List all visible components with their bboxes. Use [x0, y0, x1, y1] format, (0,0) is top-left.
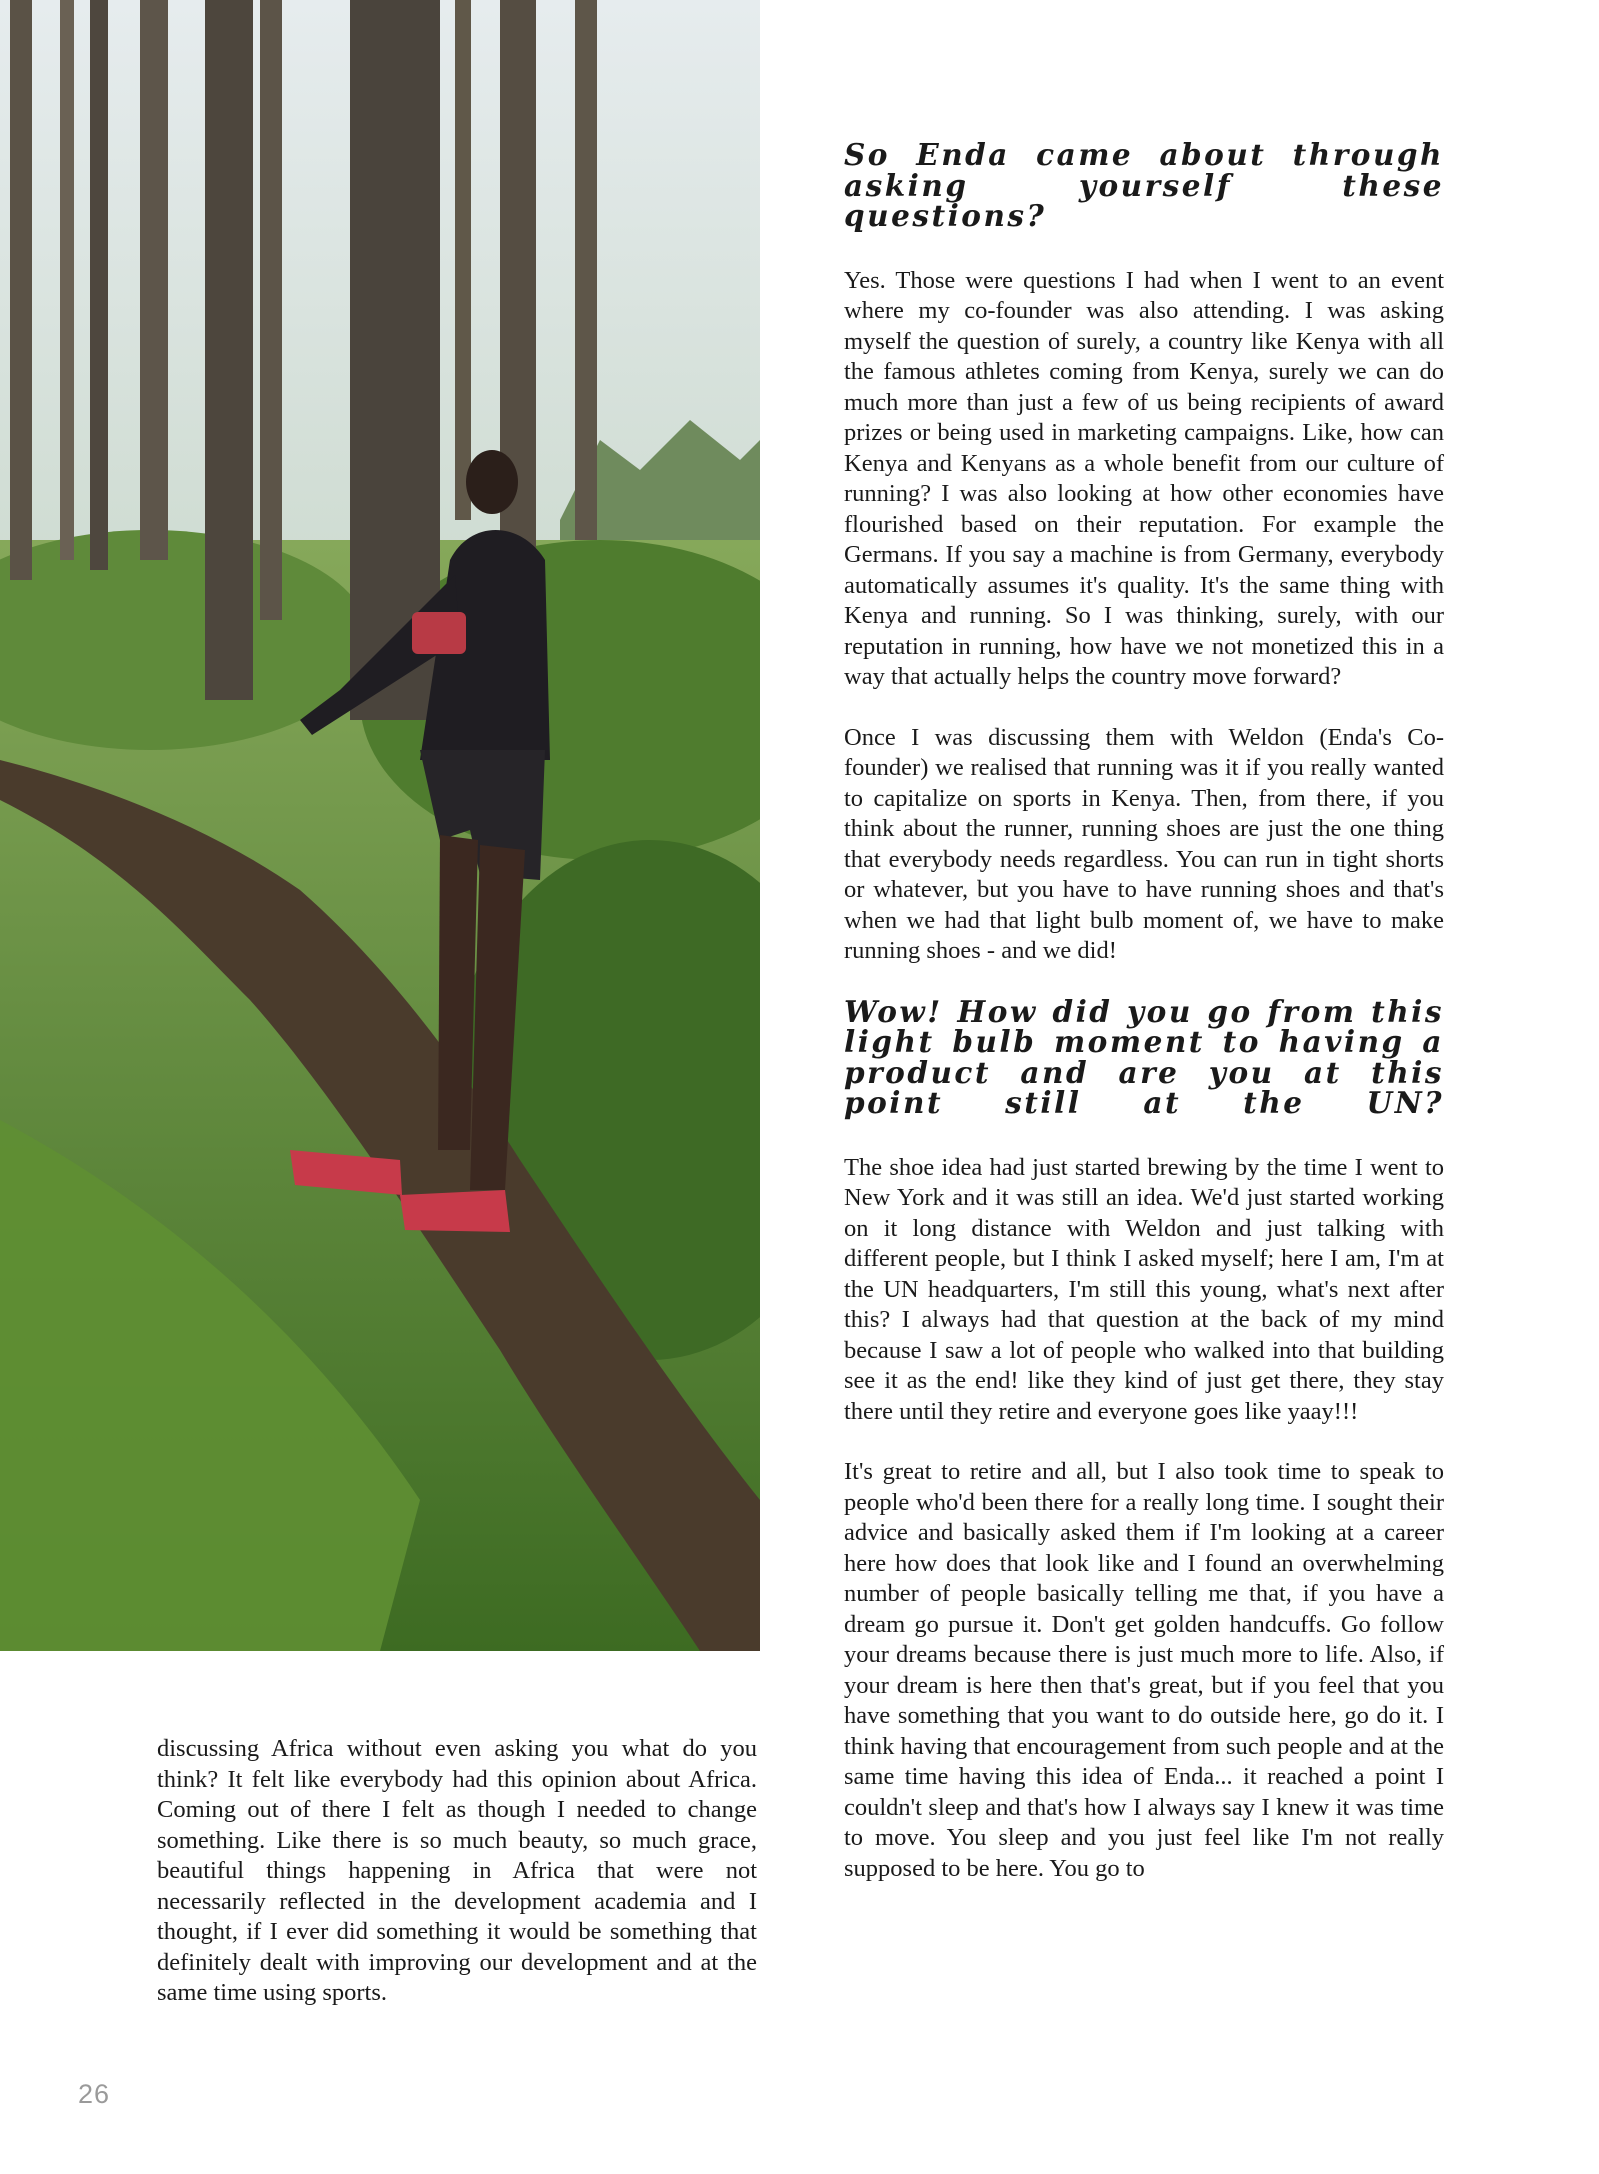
answer-1-paragraph-1: Yes. Those were questions I had when I went to an event where my co-founder was also attending. I was asking myself the question of surely, a country like Kenya with all the famous athletes coming from Kenya, surely we can do much more than just a few of us being recipients of award prizes or being used in marketing campaigns. Like, how can Kenya and Kenyans as a whole benefit from our culture of running? I was also looking at how other economies have flourished based on their reputation. For example the Germans. If you say a machine is from Germany, everybody automatically assumes it's quality. It's the same thing with Kenya and running. So I was thinking, surely, with our reputation in running, how have we not monetized this in a way that actually helps the country move forward?	[844, 266, 1444, 690]
page-number: 26	[78, 2079, 111, 2109]
right-column	[844, 137, 1444, 1884]
runner-photo	[0, 0, 760, 1651]
question-2: Wow! How did you go from this light bulb moment to having a product and are you at this point still at the UN?	[844, 993, 1444, 1120]
answer-2-paragraph-1: The shoe idea had just started brewing by the time I went to New York and it was still an idea. We'd just started working on it long distance with Weldon and just talking with different people, but I think I asked myself; here I am, I'm at the UN headquarters, I'm still this young, what's next after this? I always had that question at the back of my mind because I saw a lot of people who walked into that building see it as the end! like they kind of just get there, they stay there until they retire and everyone goes like yaay!!!	[844, 1153, 1444, 1425]
forest-scene-illustration	[0, 0, 760, 1651]
left-column	[157, 1734, 757, 2009]
answer-2-paragraph-2: It's great to retire and all, but I also took time to speak to people who'd been there for a really long time. I sought their advice and basically asked them if I'm looking at a career here how does that look like and I found an overwhelming number of people basically telling me that, if you have a dream go pursue it. Don't get golden handcuffs. Go follow your dreams because there is just much more to life. Also, if your dream is here then that's great, but if you feel that you have something that you want to do outside here, go do it. I think having that encouragement from such people and at the same time having this idea of Enda... it reached a point I couldn't sleep and that's how I always say I knew it was time to move. You sleep and you just feel like I'm not really supposed to be here. You go to	[844, 1458, 1444, 1882]
answer-1-paragraph-2: Once I was discussing them with Weldon (Enda's Co-founder) we realised that running was it if you really wanted to capitalize on sports in Kenya. Then, from there, if you think about the runner, running shoes are just the one thing that everybody needs regardless. You can run in tight shorts or whatever, but you have to have running shoes and that's when we had that light bulb moment of, we have to make running shoes - and we did!	[844, 723, 1444, 964]
left-column-paragraph: discussing Africa without even asking you what do you think? It felt like everybody had this opinion about Africa. Coming out of there I felt as though I needed to change something. Like there is so much beauty, so much grace, beautiful things happening in Africa that were not necessarily reflected in the development academia and I thought, if I ever did something it would be something that definitely dealt with improving our development and at the same time using sports.	[157, 1735, 757, 2006]
question-1: So Enda came about through asking yourself these questions?	[844, 137, 1444, 233]
